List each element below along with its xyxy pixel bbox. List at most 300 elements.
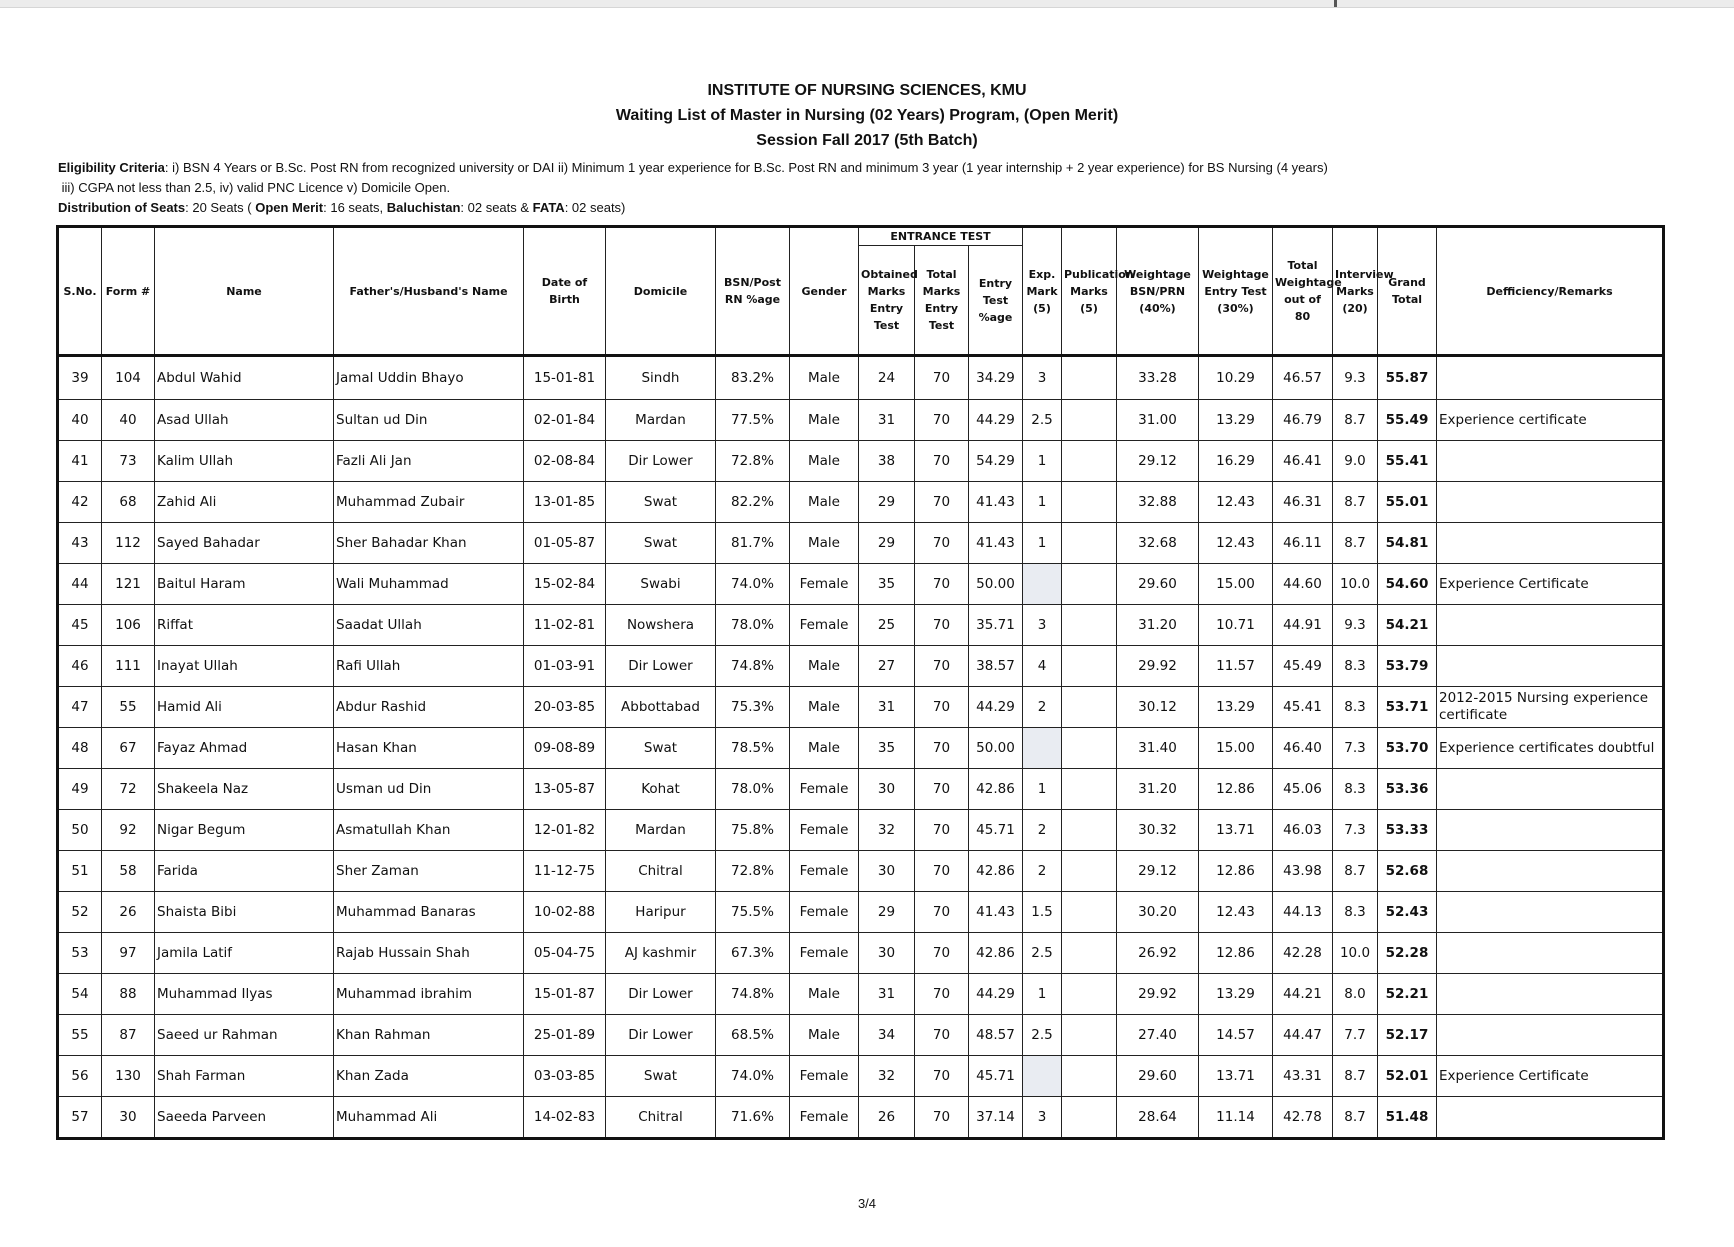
cell-father: Muhammad Zubair <box>334 482 524 523</box>
cell-grand: 52.28 <box>1378 933 1437 974</box>
cell-dob: 01-05-87 <box>524 523 606 564</box>
cell-bsn: 68.5% <box>716 1015 790 1056</box>
session-title: Session Fall 2017 (5th Batch) <box>756 132 978 149</box>
cell-total-weight: 44.13 <box>1273 892 1333 933</box>
cell-grand: 54.21 <box>1378 605 1437 646</box>
cell-grand: 54.60 <box>1378 564 1437 605</box>
cell-grand: 53.79 <box>1378 646 1437 687</box>
cell-bsn: 83.2% <box>716 356 790 400</box>
cell-pub <box>1062 1015 1117 1056</box>
cell-pub <box>1062 523 1117 564</box>
cell-form: 87 <box>102 1015 155 1056</box>
cell-sno: 49 <box>58 769 102 810</box>
cell-father: Wali Muhammad <box>334 564 524 605</box>
cell-remarks: Experience Certificate <box>1437 1056 1664 1097</box>
cell-grand: 53.71 <box>1378 687 1437 728</box>
col-form: Form # <box>102 227 155 356</box>
cell-interview: 7.3 <box>1333 810 1378 851</box>
cell-remarks: Experience certificate <box>1437 400 1664 441</box>
cell-name: Asad Ullah <box>155 400 334 441</box>
cell-total-weight: 44.91 <box>1273 605 1333 646</box>
cell-weight-bsn: 29.12 <box>1117 851 1199 892</box>
cell-remarks <box>1437 482 1664 523</box>
table-row <box>58 482 1664 523</box>
table-row <box>58 728 1664 769</box>
cell-total-marks: 70 <box>915 1097 969 1139</box>
cell-pub <box>1062 933 1117 974</box>
cell-weight-entry: 12.86 <box>1199 933 1273 974</box>
col-grand: Grand Total <box>1378 227 1437 356</box>
criteria-text-1: : i) BSN 4 Years or B.Sc. Post RN from recognized university or DAI ii) Minimum 1 year experience for B.Sc. Post RN and minimum 3 year (1 year internship + 2 year experience) for BS Nursing (4 years) <box>164 160 1328 175</box>
col-remarks: Defficiency/Remarks <box>1437 227 1664 356</box>
cell-domicile: Swat <box>606 523 716 564</box>
cell-exp: 1 <box>1023 769 1062 810</box>
cell-dob: 01-03-91 <box>524 646 606 687</box>
cell-obtained: 31 <box>859 687 915 728</box>
cell-weight-entry: 11.14 <box>1199 1097 1273 1139</box>
cell-form: 88 <box>102 974 155 1015</box>
cell-weight-entry: 13.71 <box>1199 1056 1273 1097</box>
cell-weight-entry: 10.29 <box>1199 356 1273 400</box>
cell-weight-bsn: 29.92 <box>1117 646 1199 687</box>
cell-gender: Female <box>790 892 859 933</box>
table-row <box>58 933 1664 974</box>
cell-name: Shaista Bibi <box>155 892 334 933</box>
cell-weight-entry: 13.29 <box>1199 974 1273 1015</box>
col-obtained: Obtained Marks Entry Test <box>859 246 915 356</box>
cell-sno: 45 <box>58 605 102 646</box>
cell-weight-bsn: 31.20 <box>1117 605 1199 646</box>
cell-entry-pct: 41.43 <box>969 523 1023 564</box>
cell-name: Muhammad Ilyas <box>155 974 334 1015</box>
cell-interview: 7.7 <box>1333 1015 1378 1056</box>
cell-name: Sayed Bahadar <box>155 523 334 564</box>
cell-weight-bsn: 28.64 <box>1117 1097 1199 1139</box>
cell-sno: 53 <box>58 933 102 974</box>
cell-father: Muhammad Ali <box>334 1097 524 1139</box>
cell-remarks <box>1437 646 1664 687</box>
cell-father: Rafi Ullah <box>334 646 524 687</box>
cell-exp: 1 <box>1023 523 1062 564</box>
cell-domicile: AJ kashmir <box>606 933 716 974</box>
cell-total-marks: 70 <box>915 769 969 810</box>
cell-remarks <box>1437 810 1664 851</box>
cell-total-marks: 70 <box>915 728 969 769</box>
cell-weight-bsn: 31.00 <box>1117 400 1199 441</box>
cell-interview: 10.0 <box>1333 933 1378 974</box>
cell-entry-pct: 45.71 <box>969 810 1023 851</box>
seats-line <box>58 198 1698 218</box>
cell-domicile: Sindh <box>606 356 716 400</box>
cell-gender: Male <box>790 356 859 400</box>
cell-pub <box>1062 646 1117 687</box>
waiting-list-table <box>56 225 1665 1140</box>
cell-father: Sher Zaman <box>334 851 524 892</box>
cell-grand: 52.17 <box>1378 1015 1437 1056</box>
cell-pub <box>1062 687 1117 728</box>
cell-grand: 54.81 <box>1378 523 1437 564</box>
criteria-line-1 <box>58 158 1698 178</box>
cell-name: Jamila Latif <box>155 933 334 974</box>
cell-obtained: 34 <box>859 1015 915 1056</box>
cell-bsn: 71.6% <box>716 1097 790 1139</box>
cell-weight-entry: 13.29 <box>1199 687 1273 728</box>
cell-dob: 02-08-84 <box>524 441 606 482</box>
cell-interview: 8.7 <box>1333 400 1378 441</box>
cell-form: 121 <box>102 564 155 605</box>
cell-weight-entry: 13.29 <box>1199 400 1273 441</box>
cell-domicile: Swat <box>606 728 716 769</box>
table-header-group-row <box>58 227 1664 246</box>
cell-dob: 15-01-87 <box>524 974 606 1015</box>
cell-total-weight: 46.03 <box>1273 810 1333 851</box>
cell-weight-entry: 12.43 <box>1199 523 1273 564</box>
cell-remarks: Experience certificates doubtful <box>1437 728 1664 769</box>
cell-total-marks: 70 <box>915 482 969 523</box>
table-row <box>58 769 1664 810</box>
scan-mark <box>1334 0 1337 7</box>
table-row <box>58 810 1664 851</box>
cell-entry-pct: 42.86 <box>969 769 1023 810</box>
cell-bsn: 74.8% <box>716 646 790 687</box>
cell-domicile: Swat <box>606 482 716 523</box>
cell-exp: 4 <box>1023 646 1062 687</box>
cell-gender: Male <box>790 974 859 1015</box>
cell-weight-entry: 14.57 <box>1199 1015 1273 1056</box>
col-weight-entry: Weightage Entry Test (30%) <box>1199 227 1273 356</box>
cell-weight-bsn: 31.40 <box>1117 728 1199 769</box>
cell-remarks <box>1437 1015 1664 1056</box>
table-row <box>58 523 1664 564</box>
cell-interview: 8.7 <box>1333 851 1378 892</box>
cell-form: 130 <box>102 1056 155 1097</box>
cell-weight-entry: 12.86 <box>1199 851 1273 892</box>
cell-total-weight: 46.79 <box>1273 400 1333 441</box>
cell-bsn: 75.8% <box>716 810 790 851</box>
cell-father: Asmatullah Khan <box>334 810 524 851</box>
cell-sno: 54 <box>58 974 102 1015</box>
cell-gender: Female <box>790 810 859 851</box>
cell-name: Shah Farman <box>155 1056 334 1097</box>
cell-weight-entry: 10.71 <box>1199 605 1273 646</box>
cell-sno: 48 <box>58 728 102 769</box>
cell-name: Abdul Wahid <box>155 356 334 400</box>
col-name: Name <box>155 227 334 356</box>
cell-dob: 11-02-81 <box>524 605 606 646</box>
cell-entry-pct: 54.29 <box>969 441 1023 482</box>
criteria-label: Eligibility Criteria <box>58 160 165 175</box>
cell-father: Fazli Ali Jan <box>334 441 524 482</box>
cell-obtained: 30 <box>859 769 915 810</box>
col-interview: Interview Marks (20) <box>1333 227 1378 356</box>
cell-total-weight: 43.98 <box>1273 851 1333 892</box>
cell-obtained: 27 <box>859 646 915 687</box>
cell-father: Khan Zada <box>334 1056 524 1097</box>
cell-form: 58 <box>102 851 155 892</box>
cell-obtained: 29 <box>859 892 915 933</box>
cell-grand: 52.68 <box>1378 851 1437 892</box>
cell-grand: 55.41 <box>1378 441 1437 482</box>
col-gender: Gender <box>790 227 859 356</box>
cell-form: 55 <box>102 687 155 728</box>
cell-obtained: 26 <box>859 1097 915 1139</box>
cell-domicile: Chitral <box>606 1097 716 1139</box>
cell-sno: 50 <box>58 810 102 851</box>
cell-remarks <box>1437 356 1664 400</box>
col-total-weight: Total Weightage out of 80 <box>1273 227 1333 356</box>
seats-text: : 16 seats, <box>323 200 387 215</box>
cell-dob: 20-03-85 <box>524 687 606 728</box>
table-row <box>58 605 1664 646</box>
cell-remarks <box>1437 974 1664 1015</box>
cell-obtained: 38 <box>859 441 915 482</box>
cell-form: 92 <box>102 810 155 851</box>
table-row <box>58 441 1664 482</box>
seats-open-label: Open Merit <box>255 200 324 215</box>
col-exp: Exp. Mark (5) <box>1023 227 1062 356</box>
cell-exp <box>1023 564 1062 605</box>
cell-bsn: 67.3% <box>716 933 790 974</box>
cell-exp: 3 <box>1023 356 1062 400</box>
cell-weight-entry: 12.86 <box>1199 769 1273 810</box>
cell-exp <box>1023 728 1062 769</box>
cell-total-weight: 44.21 <box>1273 974 1333 1015</box>
table-row <box>58 646 1664 687</box>
col-total-marks: Total Marks Entry Test <box>915 246 969 356</box>
cell-interview: 8.7 <box>1333 1097 1378 1139</box>
cell-interview: 8.3 <box>1333 687 1378 728</box>
cell-form: 68 <box>102 482 155 523</box>
cell-total-weight: 45.41 <box>1273 687 1333 728</box>
cell-obtained: 29 <box>859 482 915 523</box>
cell-name: Zahid Ali <box>155 482 334 523</box>
cell-total-weight: 46.11 <box>1273 523 1333 564</box>
table-row <box>58 356 1664 400</box>
cell-interview: 8.7 <box>1333 482 1378 523</box>
cell-obtained: 31 <box>859 974 915 1015</box>
cell-dob: 13-05-87 <box>524 769 606 810</box>
cell-weight-bsn: 30.32 <box>1117 810 1199 851</box>
cell-total-marks: 70 <box>915 605 969 646</box>
cell-obtained: 24 <box>859 356 915 400</box>
cell-exp: 2.5 <box>1023 400 1062 441</box>
cell-dob: 05-04-75 <box>524 933 606 974</box>
criteria-line-2 <box>58 178 1698 198</box>
page-number: 3/4 <box>857 1196 877 1211</box>
cell-domicile: Haripur <box>606 892 716 933</box>
cell-entry-pct: 37.14 <box>969 1097 1023 1139</box>
cell-total-marks: 70 <box>915 1015 969 1056</box>
cell-obtained: 29 <box>859 523 915 564</box>
cell-bsn: 74.8% <box>716 974 790 1015</box>
cell-exp: 3 <box>1023 1097 1062 1139</box>
cell-gender: Female <box>790 605 859 646</box>
cell-total-weight: 46.41 <box>1273 441 1333 482</box>
cell-sno: 42 <box>58 482 102 523</box>
cell-pub <box>1062 441 1117 482</box>
cell-bsn: 72.8% <box>716 851 790 892</box>
cell-bsn: 75.3% <box>716 687 790 728</box>
cell-entry-pct: 41.43 <box>969 892 1023 933</box>
table-row <box>58 1015 1664 1056</box>
cell-grand: 51.48 <box>1378 1097 1437 1139</box>
cell-sno: 41 <box>58 441 102 482</box>
cell-bsn: 72.8% <box>716 441 790 482</box>
cell-remarks <box>1437 933 1664 974</box>
cell-remarks <box>1437 892 1664 933</box>
cell-gender: Female <box>790 851 859 892</box>
cell-interview: 8.0 <box>1333 974 1378 1015</box>
cell-gender: Female <box>790 1097 859 1139</box>
col-sno: S.No. <box>58 227 102 356</box>
cell-remarks <box>1437 769 1664 810</box>
cell-total-weight: 42.28 <box>1273 933 1333 974</box>
cell-total-weight: 42.78 <box>1273 1097 1333 1139</box>
cell-father: Hasan Khan <box>334 728 524 769</box>
table-body <box>58 356 1664 1139</box>
cell-gender: Male <box>790 687 859 728</box>
cell-dob: 25-01-89 <box>524 1015 606 1056</box>
cell-pub <box>1062 400 1117 441</box>
cell-weight-bsn: 32.68 <box>1117 523 1199 564</box>
cell-total-weight: 44.47 <box>1273 1015 1333 1056</box>
cell-bsn: 81.7% <box>716 523 790 564</box>
cell-interview: 8.7 <box>1333 523 1378 564</box>
cell-obtained: 30 <box>859 933 915 974</box>
cell-gender: Male <box>790 646 859 687</box>
cell-weight-entry: 15.00 <box>1199 564 1273 605</box>
cell-obtained: 32 <box>859 1056 915 1097</box>
cell-sno: 52 <box>58 892 102 933</box>
cell-pub <box>1062 851 1117 892</box>
cell-father: Sultan ud Din <box>334 400 524 441</box>
cell-domicile: Dir Lower <box>606 441 716 482</box>
cell-exp: 2 <box>1023 851 1062 892</box>
cell-entry-pct: 34.29 <box>969 356 1023 400</box>
cell-dob: 03-03-85 <box>524 1056 606 1097</box>
cell-pub <box>1062 728 1117 769</box>
cell-entry-pct: 44.29 <box>969 400 1023 441</box>
cell-name: Saeeda Parveen <box>155 1097 334 1139</box>
cell-father: Saadat Ullah <box>334 605 524 646</box>
cell-gender: Female <box>790 1056 859 1097</box>
cell-interview: 8.3 <box>1333 769 1378 810</box>
cell-bsn: 74.0% <box>716 1056 790 1097</box>
eligibility-section <box>58 158 1698 218</box>
cell-father: Sher Bahadar Khan <box>334 523 524 564</box>
cell-total-weight: 45.49 <box>1273 646 1333 687</box>
cell-sno: 44 <box>58 564 102 605</box>
table-row <box>58 892 1664 933</box>
cell-entry-pct: 35.71 <box>969 605 1023 646</box>
cell-pub <box>1062 769 1117 810</box>
cell-total-weight: 46.31 <box>1273 482 1333 523</box>
cell-bsn: 74.0% <box>716 564 790 605</box>
cell-domicile: Mardan <box>606 810 716 851</box>
cell-total-marks: 70 <box>915 687 969 728</box>
cell-total-weight: 43.31 <box>1273 1056 1333 1097</box>
cell-form: 67 <box>102 728 155 769</box>
cell-grand: 53.36 <box>1378 769 1437 810</box>
cell-entry-pct: 44.29 <box>969 974 1023 1015</box>
cell-grand: 52.21 <box>1378 974 1437 1015</box>
cell-form: 111 <box>102 646 155 687</box>
cell-domicile: Swat <box>606 1056 716 1097</box>
cell-obtained: 30 <box>859 851 915 892</box>
table-row <box>58 974 1664 1015</box>
table-row <box>58 400 1664 441</box>
cell-weight-entry: 12.43 <box>1199 482 1273 523</box>
table-row <box>58 851 1664 892</box>
cell-exp: 1 <box>1023 441 1062 482</box>
cell-remarks <box>1437 441 1664 482</box>
cell-bsn: 78.0% <box>716 769 790 810</box>
cell-weight-bsn: 32.88 <box>1117 482 1199 523</box>
cell-obtained: 31 <box>859 400 915 441</box>
seats-text: : 02 seats & <box>460 200 533 215</box>
institute-title: INSTITUTE OF NURSING SCIENCES, KMU <box>707 82 1027 99</box>
cell-bsn: 78.5% <box>716 728 790 769</box>
cell-weight-bsn: 30.12 <box>1117 687 1199 728</box>
cell-interview: 9.3 <box>1333 356 1378 400</box>
cell-pub <box>1062 356 1117 400</box>
cell-form: 104 <box>102 356 155 400</box>
cell-gender: Male <box>790 441 859 482</box>
cell-interview: 10.0 <box>1333 564 1378 605</box>
cell-name: Saeed ur Rahman <box>155 1015 334 1056</box>
list-title: Waiting List of Master in Nursing (02 Years) Program, (Open Merit) <box>615 107 1119 124</box>
cell-total-marks: 70 <box>915 851 969 892</box>
cell-interview: 8.3 <box>1333 646 1378 687</box>
cell-domicile: Mardan <box>606 400 716 441</box>
table-row <box>58 687 1664 728</box>
cell-sno: 39 <box>58 356 102 400</box>
cell-grand: 52.43 <box>1378 892 1437 933</box>
cell-pub <box>1062 482 1117 523</box>
cell-gender: Male <box>790 1015 859 1056</box>
cell-gender: Female <box>790 933 859 974</box>
cell-weight-entry: 16.29 <box>1199 441 1273 482</box>
cell-domicile: Kohat <box>606 769 716 810</box>
cell-exp: 1.5 <box>1023 892 1062 933</box>
cell-weight-bsn: 30.20 <box>1117 892 1199 933</box>
cell-exp: 2 <box>1023 810 1062 851</box>
cell-weight-bsn: 29.60 <box>1117 564 1199 605</box>
cell-gender: Male <box>790 523 859 564</box>
cell-dob: 12-01-82 <box>524 810 606 851</box>
document-header <box>0 78 1734 153</box>
cell-weight-entry: 12.43 <box>1199 892 1273 933</box>
cell-bsn: 75.5% <box>716 892 790 933</box>
cell-pub <box>1062 605 1117 646</box>
cell-obtained: 35 <box>859 728 915 769</box>
table-row <box>58 1097 1664 1139</box>
cell-total-weight: 46.40 <box>1273 728 1333 769</box>
cell-entry-pct: 42.86 <box>969 851 1023 892</box>
scan-top-edge <box>0 0 1734 8</box>
cell-interview: 8.3 <box>1333 892 1378 933</box>
col-father: Father's/Husband's Name <box>334 227 524 356</box>
cell-name: Shakeela Naz <box>155 769 334 810</box>
cell-father: Rajab Hussain Shah <box>334 933 524 974</box>
cell-sno: 43 <box>58 523 102 564</box>
cell-domicile: Dir Lower <box>606 646 716 687</box>
cell-total-marks: 70 <box>915 564 969 605</box>
cell-dob: 09-08-89 <box>524 728 606 769</box>
cell-name: Farida <box>155 851 334 892</box>
cell-total-marks: 70 <box>915 356 969 400</box>
seats-baluchistan-label: Baluchistan <box>386 200 461 215</box>
